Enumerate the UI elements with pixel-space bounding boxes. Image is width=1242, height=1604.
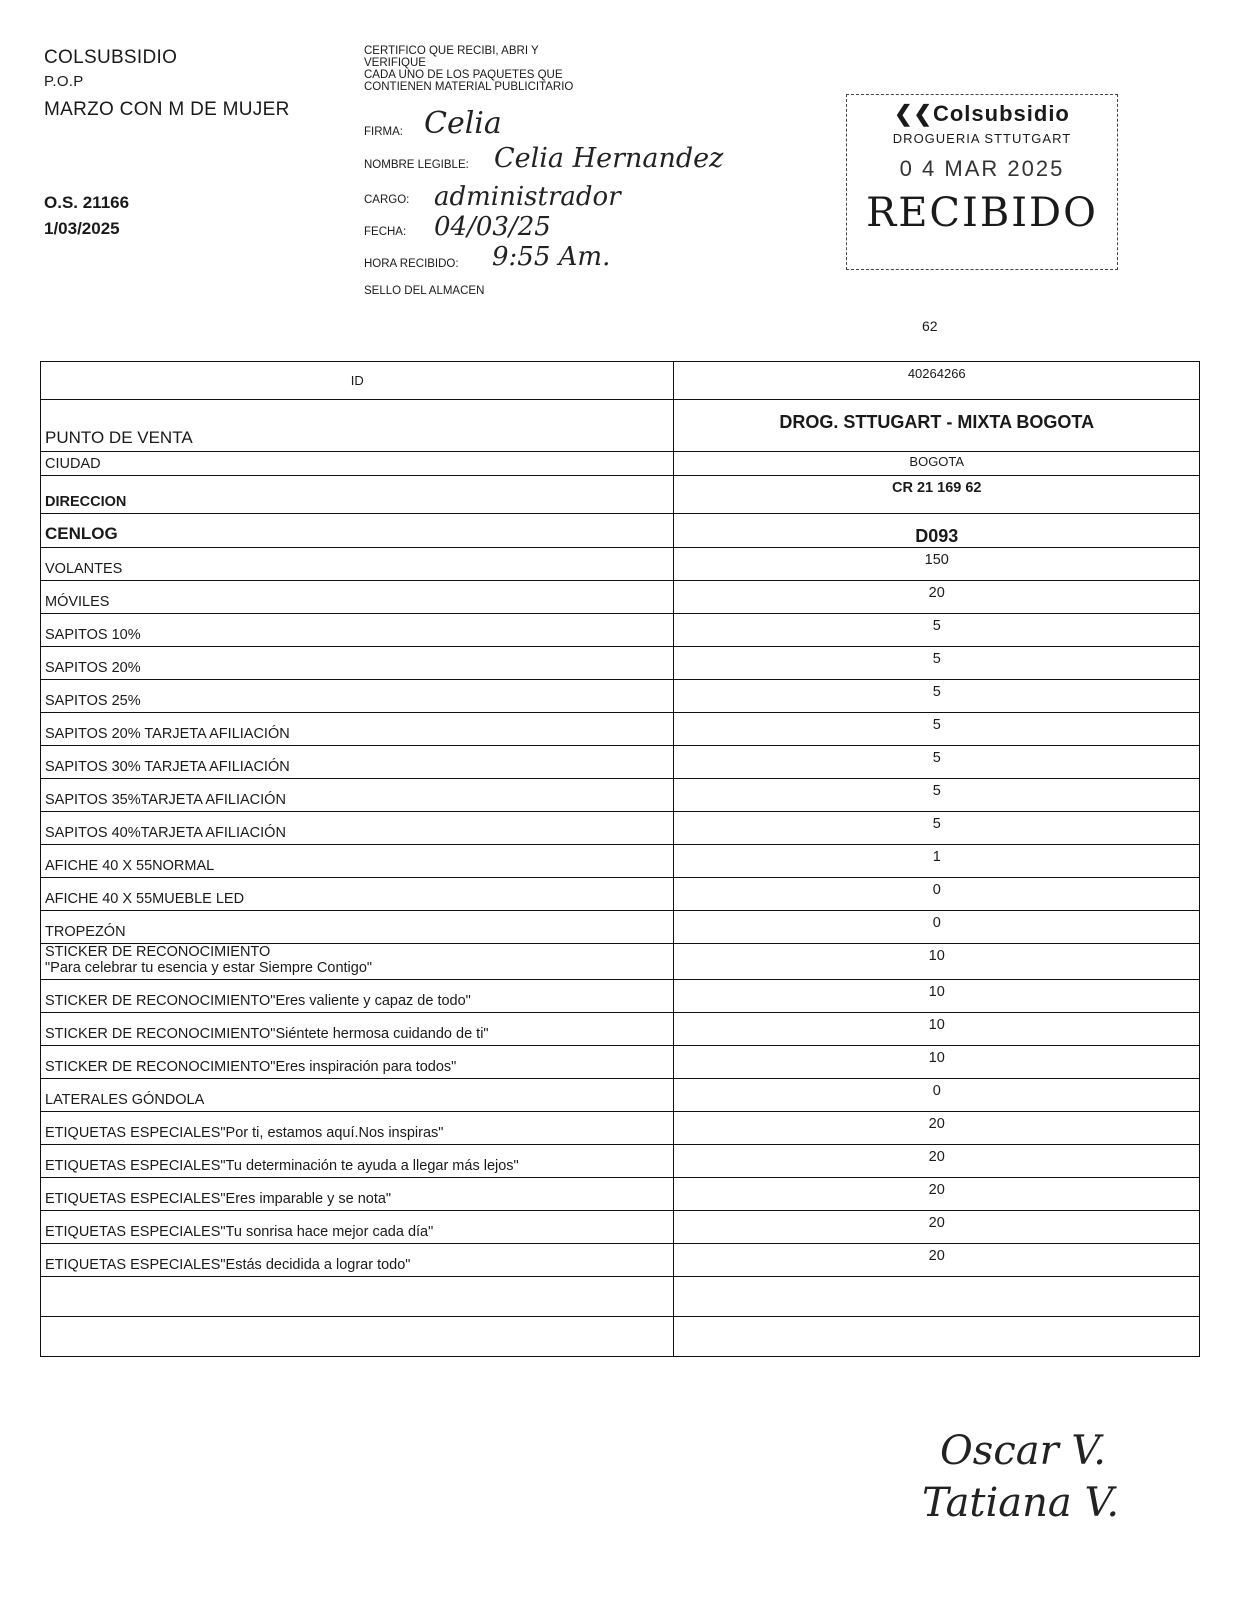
row-label-text: PUNTO DE VENTA <box>45 428 193 447</box>
row-value: 5 <box>674 746 1200 779</box>
row-label-text: STICKER DE RECONOCIMIENTO"Eres valiente y capaz de todo" <box>45 993 471 1009</box>
row-value: 5 <box>674 614 1200 647</box>
table-row <box>41 1145 1200 1178</box>
table-row <box>41 1317 1200 1357</box>
table-row <box>41 713 1200 746</box>
table-row <box>41 1211 1200 1244</box>
row-label <box>41 812 674 845</box>
cert-line-2: VERIFIQUE <box>364 57 426 69</box>
row-value: 10 <box>674 1046 1200 1079</box>
row-value: 10 <box>674 1013 1200 1046</box>
row-label <box>41 911 674 944</box>
cert-line-1: CERTIFICO QUE RECIBI, ABRI Y <box>364 45 539 57</box>
row-label-text: ETIQUETAS ESPECIALES"Eres imparable y se nota" <box>45 1191 392 1207</box>
row-label <box>41 452 674 476</box>
row-label-text: ID <box>350 373 364 388</box>
row-value: 0 <box>674 911 1200 944</box>
table-row <box>41 746 1200 779</box>
program-name: P.O.P <box>44 73 84 90</box>
role-label: CARGO: <box>364 194 410 206</box>
row-value: 0 <box>674 1079 1200 1112</box>
row-label-text: AFICHE 40 X 55NORMAL <box>45 858 215 874</box>
table-row <box>41 614 1200 647</box>
stamp-brand: ❮❮Colsubsidio <box>894 101 1070 126</box>
stamp-date: 0 4 MAR 2025 <box>899 156 1065 181</box>
table-row <box>41 1244 1200 1277</box>
stamp-store: DROGUERIA STTUTGART <box>892 131 1072 146</box>
row-value: 20 <box>674 1145 1200 1178</box>
row-value <box>674 1277 1200 1317</box>
row-value: 0 <box>674 878 1200 911</box>
row-value: BOGOTA <box>674 452 1200 476</box>
page-number: 62 <box>922 318 938 334</box>
certificate-text <box>364 45 573 93</box>
row-label <box>41 1317 674 1357</box>
signature-tatiana: Tatiana V. <box>922 1480 1120 1526</box>
row-value: 5 <box>674 713 1200 746</box>
table-row <box>41 1277 1200 1317</box>
table-row <box>41 812 1200 845</box>
table-row <box>41 581 1200 614</box>
table-row <box>41 980 1200 1013</box>
row-label <box>41 581 674 614</box>
row-value <box>674 1317 1200 1357</box>
row-value: 20 <box>674 1178 1200 1211</box>
row-label <box>41 1277 674 1317</box>
row-label-text: ETIQUETAS ESPECIALES"Tu sonrisa hace mejor cada día" <box>45 1224 434 1240</box>
row-label-text: ETIQUETAS ESPECIALES"Estás decidida a lograr todo" <box>45 1257 411 1273</box>
row-label <box>41 680 674 713</box>
row-label <box>41 746 674 779</box>
row-label <box>41 1244 674 1277</box>
row-value: 20 <box>674 581 1200 614</box>
row-value: 5 <box>674 779 1200 812</box>
name-label: NOMBRE LEGIBLE: <box>364 159 469 171</box>
date-row <box>364 212 551 242</box>
table-row <box>41 1013 1200 1046</box>
row-value: 150 <box>674 548 1200 581</box>
row-label-text: SAPITOS 35%TARJETA AFILIACIÓN <box>45 792 286 808</box>
row-label-text: STICKER DE RECONOCIMIENTO"Eres inspiración para todos" <box>45 1059 457 1075</box>
row-label-text: DIRECCION <box>45 494 127 510</box>
row-label-text: STICKER DE RECONOCIMIENTO"Siéntete hermosa cuidando de ti" <box>45 1026 489 1042</box>
row-label <box>41 400 674 452</box>
header-left <box>44 46 290 122</box>
row-label-text: STICKER DE RECONOCIMIENTO <box>45 944 271 960</box>
row-value: 5 <box>674 647 1200 680</box>
row-value: D093 <box>674 514 1200 548</box>
row-label <box>41 647 674 680</box>
row-label <box>41 548 674 581</box>
row-label-text: CIUDAD <box>45 456 101 472</box>
cert-line-3: CADA UNO DE LOS PAQUETES QUE <box>364 69 563 81</box>
row-label <box>41 362 674 400</box>
order-block <box>44 190 129 242</box>
row-label <box>41 980 674 1013</box>
received-stamp <box>846 94 1118 270</box>
row-label-text: VOLANTES <box>45 561 123 577</box>
table-row <box>41 452 1200 476</box>
row-label-text: MÓVILES <box>45 594 110 610</box>
row-label <box>41 1013 674 1046</box>
table-row <box>41 647 1200 680</box>
row-label <box>41 614 674 647</box>
delivery-table <box>40 361 1200 1357</box>
table-row <box>41 476 1200 514</box>
row-label <box>41 779 674 812</box>
table-row <box>41 779 1200 812</box>
brand-logo-icon: ❮❮ <box>894 101 933 126</box>
row-value: 20 <box>674 1244 1200 1277</box>
cert-line-4: CONTIENEN MATERIAL PUBLICITARIO <box>364 81 574 93</box>
campaign-name: MARZO CON M DE MUJER <box>44 99 290 120</box>
row-value: 10 <box>674 980 1200 1013</box>
time-label: HORA RECIBIDO: <box>364 258 459 270</box>
table-row <box>41 878 1200 911</box>
row-value: 5 <box>674 680 1200 713</box>
row-value: 10 <box>674 944 1200 980</box>
row-label-text: LATERALES GÓNDOLA <box>45 1092 205 1108</box>
table-row <box>41 680 1200 713</box>
row-label <box>41 1211 674 1244</box>
table-row <box>41 514 1200 548</box>
row-label <box>41 1079 674 1112</box>
row-value: 20 <box>674 1112 1200 1145</box>
row-label <box>41 514 674 548</box>
row-label <box>41 845 674 878</box>
row-label-text: ETIQUETAS ESPECIALES"Por ti, estamos aquí.Nos inspiras" <box>45 1125 444 1141</box>
signature-label: FIRMA: <box>364 126 403 138</box>
row-label-text: SAPITOS 40%TARJETA AFILIACIÓN <box>45 825 286 841</box>
row-value: CR 21 169 62 <box>674 476 1200 514</box>
row-label-text: SAPITOS 20% TARJETA AFILIACIÓN <box>45 726 290 742</box>
row-label <box>41 476 674 514</box>
name-value: Celia Hernandez <box>494 143 724 174</box>
row-label-text: TROPEZÓN <box>45 924 126 940</box>
role-row <box>364 182 621 212</box>
row-label-text: ETIQUETAS ESPECIALES"Tu determinación te ayuda a llegar más lejos" <box>45 1158 519 1174</box>
time-value: 9:55 Am. <box>492 242 611 272</box>
row-label-text: AFICHE 40 X 55MUEBLE LED <box>45 891 245 907</box>
table-row <box>41 1178 1200 1211</box>
row-label-text: CENLOG <box>45 524 118 543</box>
row-label <box>41 944 674 980</box>
row-value: 1 <box>674 845 1200 878</box>
row-value: 5 <box>674 812 1200 845</box>
row-value: 20 <box>674 1211 1200 1244</box>
company-name: COLSUBSIDIO <box>44 47 178 68</box>
table-row <box>41 400 1200 452</box>
table-row <box>41 845 1200 878</box>
time-row <box>364 242 611 272</box>
signature-row <box>364 106 502 141</box>
row-label <box>41 878 674 911</box>
row-label-text: SAPITOS 10% <box>45 627 141 643</box>
name-row <box>364 143 724 174</box>
row-label-text: SAPITOS 30% TARJETA AFILIACIÓN <box>45 759 290 775</box>
table-row <box>41 911 1200 944</box>
signature-oscar: Oscar V. <box>940 1428 1107 1474</box>
signature-value: Celia <box>424 106 502 141</box>
row-label <box>41 1145 674 1178</box>
order-number: O.S. 21166 <box>44 193 130 212</box>
table-row <box>41 1046 1200 1079</box>
table-row <box>41 944 1200 980</box>
row-label <box>41 1046 674 1079</box>
order-date: 1/03/2025 <box>44 219 120 238</box>
row-value: DROG. STTUGART - MIXTA BOGOTA <box>674 400 1200 452</box>
row-label <box>41 1178 674 1211</box>
table-row <box>41 1112 1200 1145</box>
date-label: FECHA: <box>364 226 407 238</box>
date-value: 04/03/25 <box>434 212 551 242</box>
row-value: 40264266 <box>674 362 1200 400</box>
table-row <box>41 548 1200 581</box>
role-value: administrador <box>434 182 621 212</box>
table-row <box>41 1079 1200 1112</box>
seal-label: SELLO DEL ALMACEN <box>364 285 485 297</box>
row-label-text: SAPITOS 25% <box>45 693 141 709</box>
row-label-text: SAPITOS 20% <box>45 660 141 676</box>
row-label <box>41 1112 674 1145</box>
table-row <box>41 362 1200 400</box>
row-label <box>41 713 674 746</box>
row-label-subtext: "Para celebrar tu esencia y estar Siempre Contigo" <box>45 960 373 976</box>
stamp-status: RECIBIDO <box>866 190 1098 236</box>
